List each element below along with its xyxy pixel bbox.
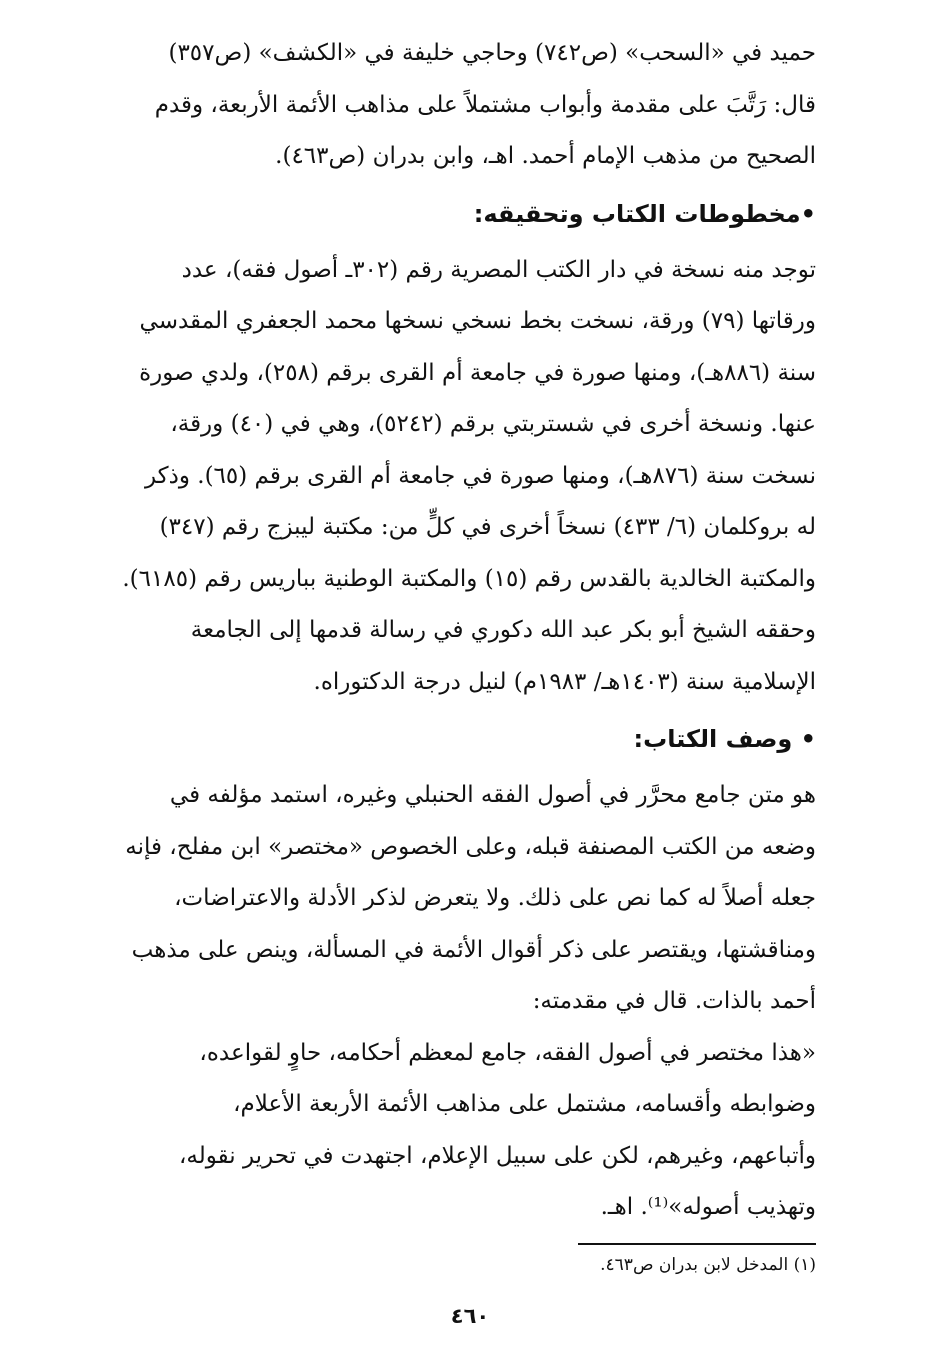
page-number: ٤٦٠ [450,1304,490,1328]
verification-paragraph [106,605,816,708]
text-line: أحمد بالذات. قال في مقدمته: [532,988,816,1014]
text-line: «هذا مختصر في أصول الفقه، جامع لمعظم أحكامه، حاوٍ لقواعده، [199,1039,816,1066]
text-line: الصحيح من مذهب الإمام أحمد. اهـ، وابن بدران (ص٤٦٣). [275,143,816,169]
text-line: وأتباعهم، وغيرهم، لكن على سبيل الإعلام، اجتهدت في تحرير نقوله، [179,1142,816,1169]
text-line: ورقاتها (٧٩) ورقة، نسخت بخط نسخي نسخها محمد الجعفري المقدسي [139,308,816,334]
description-paragraph [106,770,816,1028]
text-line: له بروكلمان (٦/ ٤٣٣) نسخاً أخرى في كلٍّ من: مكتبة ليبزج رقم (٣٤٧) [159,514,816,540]
text-line: ومناقشتها، ويقتصر على ذكر أقوال الأئمة في المسألة، وينص على مذهب [131,936,816,963]
text-line: حميد في «السحب» (ص٧٤٢) وحاجي خليفة في «الكشف» (ص٣٥٧) [168,40,816,66]
footnote-divider [578,1243,816,1245]
text-line: وضعه من الكتب المصنفة قبله، وعلى الخصوص «مختصر» ابن مفلح، فإنه [125,833,816,860]
text-line: جعله أصلاً له كما نص على ذلك. ولا يتعرض لذكر الأدلة والاعتراضات، [174,885,816,911]
text-line: عنها. ونسخة أخرى في شستربتي برقم (٥٢٤٢)، وهي في (٤٠) ورقة، [170,411,816,437]
description-heading: • وصف الكتاب: [633,725,816,753]
footnote: (١) المدخل لابن بدران ص٤٦٣. [600,1255,816,1275]
text-line: والمكتبة الخالدية بالقدس رقم (١٥) والمكتبة الوطنية بباريس رقم (٦١٨٥). [122,565,816,592]
text-line: وضوابطه وأقسامه، مشتمل على مذاهب الأئمة الأربعة الأعلام، [233,1091,816,1117]
text-line: قال: رَتَّبَ على مقدمة وأبواب مشتملاً على مذاهب الأئمة الأربعة، وقدم [154,91,816,118]
text-line: توجد منه نسخة في دار الكتب المصرية رقم (٣٠٢ـ أصول فقه)، عدد [181,256,816,283]
manuscripts-paragraph [106,245,816,606]
manuscripts-heading: •مخطوطات الكتاب وتحقيقه: [473,199,816,228]
text-line: الإسلامية سنة (١٤٠٣هـ/ ١٩٨٣م) لنيل درجة الدكتوراه. [313,668,816,695]
text-line: نسخت سنة (٨٧٦هـ)، ومنها صورة في جامعة أم القرى برقم (٦٥). وذكر [144,462,816,489]
quote-paragraph [106,1028,816,1234]
text-line: سنة (٨٨٦هـ)، ومنها صورة في جامعة أم القرى برقم (٢٥٨)، ولدي صورة [139,359,816,386]
text-line: وتهذيب أصوله»⁽¹⁾. اهـ. [600,1194,816,1220]
intro-paragraph [106,28,816,183]
text-line: وحققه الشيخ أبو بكر عبد الله دكوري في رسالة قدمها إلى الجامعة [190,617,816,643]
text-line: هو متن جامع محرَّر في أصول الفقه الحنبلي وغيره، استمد مؤلفه في [169,782,816,808]
page-body [106,28,816,1234]
